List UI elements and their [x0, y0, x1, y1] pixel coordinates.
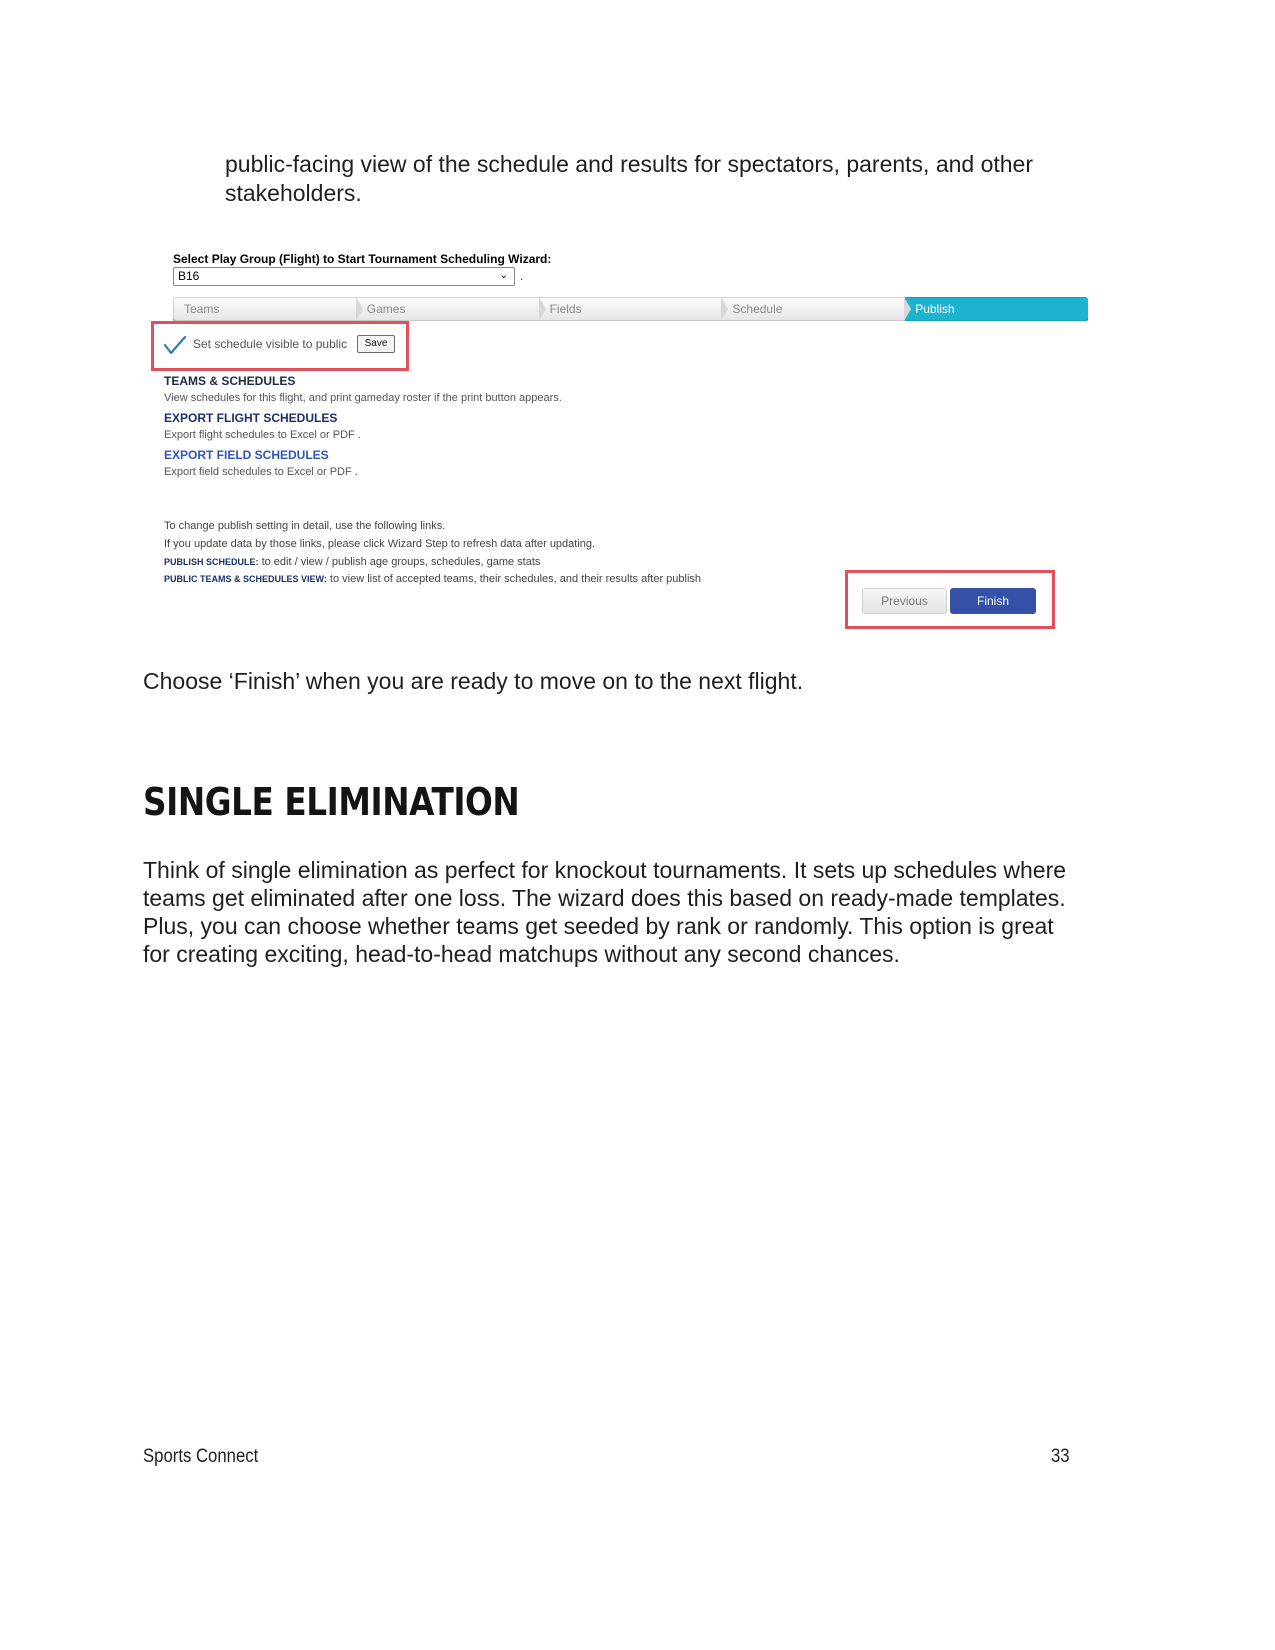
save-button[interactable]: Save — [357, 335, 395, 353]
export-flight-desc: Export flight schedules to Excel or PDF . — [164, 429, 361, 441]
step-teams[interactable] — [173, 297, 357, 321]
export-field-link[interactable]: EXPORT FIELD SCHEDULES — [164, 448, 329, 462]
export-flight-link[interactable]: EXPORT FLIGHT SCHEDULES — [164, 411, 338, 425]
finish-button[interactable]: Finish — [950, 588, 1036, 614]
visible-to-public-label: Set schedule visible to public — [193, 337, 348, 351]
wizard-steps — [173, 297, 1088, 321]
note-line-2: If you update data by those links, please click Wizard Step to refresh data after updating. — [164, 538, 596, 550]
step-label: Publish — [915, 302, 955, 316]
select-flight-label: Select Play Group (Flight) to Start Tournament Scheduling Wizard: — [173, 252, 552, 266]
export-field-desc: Export field schedules to Excel or PDF . — [164, 466, 358, 478]
step-arrow-icon — [904, 297, 911, 321]
note-public — [164, 573, 701, 585]
checkmark-icon[interactable] — [163, 334, 187, 361]
public-view-text: to view list of accepted teams, their schedules, and their results after publish — [326, 573, 702, 585]
chevron-down-icon: ⌄ — [499, 270, 508, 281]
intro-text: public-facing view of the schedule and results for spectators, parents, and other stakeholders. — [225, 151, 1034, 206]
flight-select-value: B16 — [178, 269, 200, 283]
step-arrow-icon — [721, 297, 728, 321]
publish-schedule-text: to edit / view / publish age groups, schedules, game stats — [258, 556, 541, 568]
step-label: Schedule — [732, 302, 783, 316]
previous-button[interactable]: Previous — [862, 588, 947, 614]
body-paragraph: Think of single elimination as perfect for knockout tournaments. It sets up schedules where teams get eliminated after one loss. The wizard does this based on ready-made templates. Plus, you can choose whether teams get seeded by rank or randomly. This option is great for creating exciting, head-to-head matchups without any second chances. — [143, 857, 1067, 967]
step-arrow-icon — [539, 297, 546, 321]
flight-select[interactable] — [173, 267, 515, 286]
step-label: Teams — [184, 302, 220, 316]
note-line-1: To change publish setting in detail, use the following links. — [164, 520, 446, 532]
public-view-link[interactable]: PUBLIC TEAMS & SCHEDULES VIEW: — [164, 574, 327, 584]
note-publish — [164, 556, 540, 568]
wizard-screenshot — [150, 245, 1110, 665]
section-heading: SINGLE ELIMINATION — [143, 780, 520, 824]
teams-schedules-link[interactable]: TEAMS & SCHEDULES — [164, 374, 296, 388]
page-number: 33 — [1051, 1446, 1070, 1467]
teams-schedules-desc: View schedules for this flight, and print gameday roster if the print button appears. — [164, 392, 562, 404]
choose-finish-text: Choose ‘Finish’ when you are ready to move on to the next flight. — [143, 668, 804, 694]
step-arrow-icon — [356, 297, 363, 321]
footer-brand: Sports Connect — [143, 1446, 259, 1467]
step-publish[interactable] — [905, 297, 1088, 321]
step-games[interactable] — [357, 297, 540, 321]
step-fields[interactable] — [540, 297, 723, 321]
step-label: Games — [366, 302, 406, 316]
step-label: Fields — [549, 302, 582, 316]
select-dot: . — [520, 269, 524, 283]
publish-schedule-link[interactable]: PUBLISH SCHEDULE: — [164, 557, 259, 567]
step-schedule[interactable] — [722, 297, 905, 321]
